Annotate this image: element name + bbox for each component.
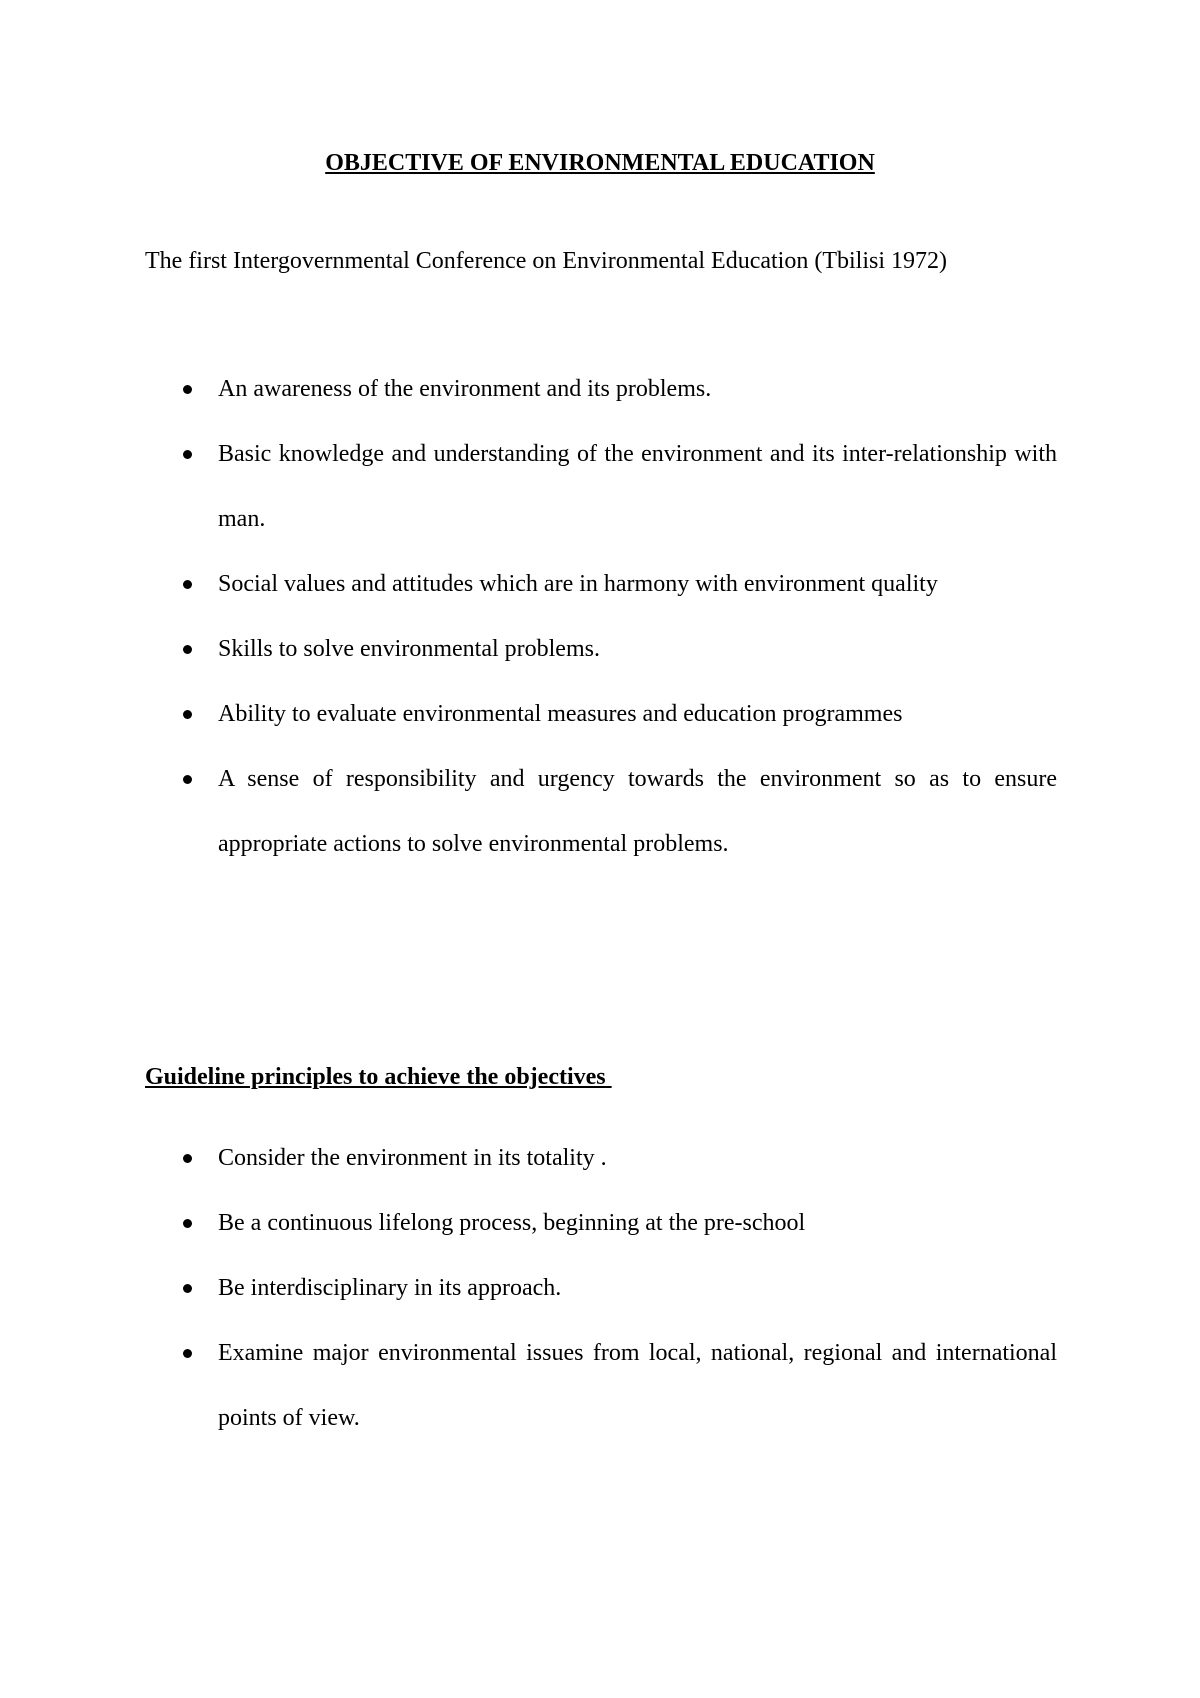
guideline-text: Examine major environmental issues from local, national, regional and international points of view. [218,1340,1057,1431]
objective-text: Ability to evaluate environmental measures and education programmes [218,701,903,727]
objective-text: Social values and attitudes which are in harmony with environment quality [218,571,938,597]
objectives-list [0,357,1200,877]
document-title: OBJECTIVE OF ENVIRONMENTAL EDUCATION [325,150,875,176]
guideline-item [0,1126,1057,1191]
bullet-icon [183,1349,192,1358]
objective-item [0,747,1057,877]
bullet-icon [183,645,192,654]
guideline-text: Consider the environment in its totality . [218,1145,607,1171]
bullet-icon [183,385,192,394]
objective-text: Skills to solve environmental problems. [218,636,600,662]
bullet-icon [183,580,192,589]
bullet-icon [183,775,192,784]
intro-paragraph: The first Intergovernmental Conference on Environmental Education (Tbilisi 1972) [145,248,947,274]
bullet-icon [183,710,192,719]
objective-item [0,682,1057,747]
guideline-text: Be interdisciplinary in its approach. [218,1275,562,1301]
bullet-icon [183,450,192,459]
guidelines-list [0,1126,1200,1451]
guideline-item [0,1256,1057,1321]
objective-text: An awareness of the environment and its problems. [218,376,712,402]
objective-item [0,552,1057,617]
objective-item [0,617,1057,682]
guideline-item [0,1321,1057,1451]
bullet-icon [183,1154,192,1163]
objective-item [0,357,1057,422]
objective-item [0,422,1057,552]
guidelines-heading: Guideline principles to achieve the objectives [145,1064,612,1090]
objective-text: Basic knowledge and understanding of the environment and its inter-relationship with man. [218,441,1057,532]
bullet-icon [183,1284,192,1293]
objective-text: A sense of responsibility and urgency towards the environment so as to ensure appropriate actions to solve environmental problems. [218,766,1057,857]
guideline-text: Be a continuous lifelong process, beginning at the pre-school [218,1210,806,1236]
guideline-item [0,1191,1057,1256]
bullet-icon [183,1219,192,1228]
